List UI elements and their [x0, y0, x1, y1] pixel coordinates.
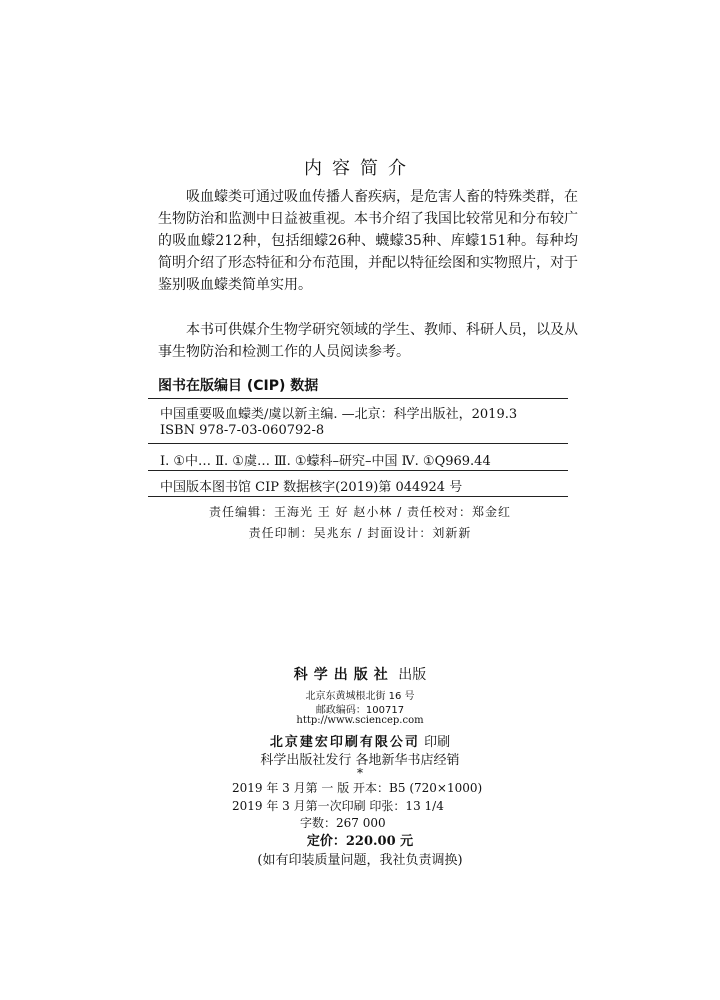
cip-divider-top — [148, 398, 568, 399]
printer-line — [0, 731, 720, 750]
cip-divider-bottom — [148, 496, 568, 497]
cip-line-title-editor: 中国重要吸血蠓类/虞以新主编. —北京：科学出版社，2019.3 — [160, 407, 518, 422]
printer-suffix: 印刷 — [424, 735, 451, 750]
summary-paragraph-2: 本书可供媒介生物学研究领域的学生、教师、科研人员，以及从事生物防治和检测工作的人员阅读参考。 — [158, 322, 578, 360]
production-credits: 责任印制：吴兆东 / 封面设计：刘新新 — [248, 526, 472, 540]
cip-line-record-number: 中国版本图书馆 CIP 数据核字(2019)第 044924 号 — [160, 480, 463, 495]
cip-divider-2 — [148, 443, 568, 444]
separator-star: * — [357, 766, 363, 780]
publisher-postcode: 邮政编码：100717 — [315, 705, 405, 716]
cip-title: 图书在版编目 (CIP) 数据 — [158, 378, 319, 394]
printing-sheets-line: 2019 年 3 月第一次印刷 印张：13 1/4 — [232, 799, 444, 813]
distributor-line: 科学出版社发行 各地新华书店经销 — [260, 753, 460, 768]
quality-notice: (如有印装质量问题，我社负责调换) — [257, 853, 463, 868]
publisher-name: 科学出版社 — [293, 667, 394, 683]
summary-paragraph-1: 吸血蠓类可通过吸血传播人畜疾病，是危害人畜的特殊类群，在生物防治和监测中日益被重视。本书介绍了我国比较常见和分布较广的吸血蠓212种，包括细蠓26种、蠛蠓35种、库蠓151种。每种均简明介绍了形态特征和分布范围，并配以特征绘图和实物照片，对于鉴别吸血蠓类简单实用。 — [158, 189, 578, 293]
publisher-url: http://www.sciencep.com — [296, 715, 424, 726]
publisher-address: 北京东黄城根北街 16 号 — [305, 691, 415, 702]
word-count: 字数：267 000 — [300, 816, 386, 830]
cip-line-isbn: ISBN 978-7-03-060792-8 — [160, 423, 325, 438]
price: 定价：220.00 元 — [306, 834, 414, 849]
edition-format-line: 2019 年 3 月第 一 版 开本：B5 (720×1000) — [232, 781, 483, 795]
printer-name: 北京建宏印刷有限公司 — [269, 735, 420, 750]
publisher-line — [0, 664, 720, 684]
summary-title: 内容简介 — [304, 158, 416, 179]
cip-line-classification: Ⅰ. ①中… Ⅱ. ①虞… Ⅲ. ①蠓科–研究–中国 Ⅳ. ①Q969.44 — [160, 454, 491, 469]
publisher-suffix: 出版 — [398, 667, 427, 683]
editor-credits: 责任编辑：王海光 王 好 赵小林 / 责任校对：郑金红 — [208, 505, 512, 519]
cip-divider-3 — [148, 470, 568, 471]
